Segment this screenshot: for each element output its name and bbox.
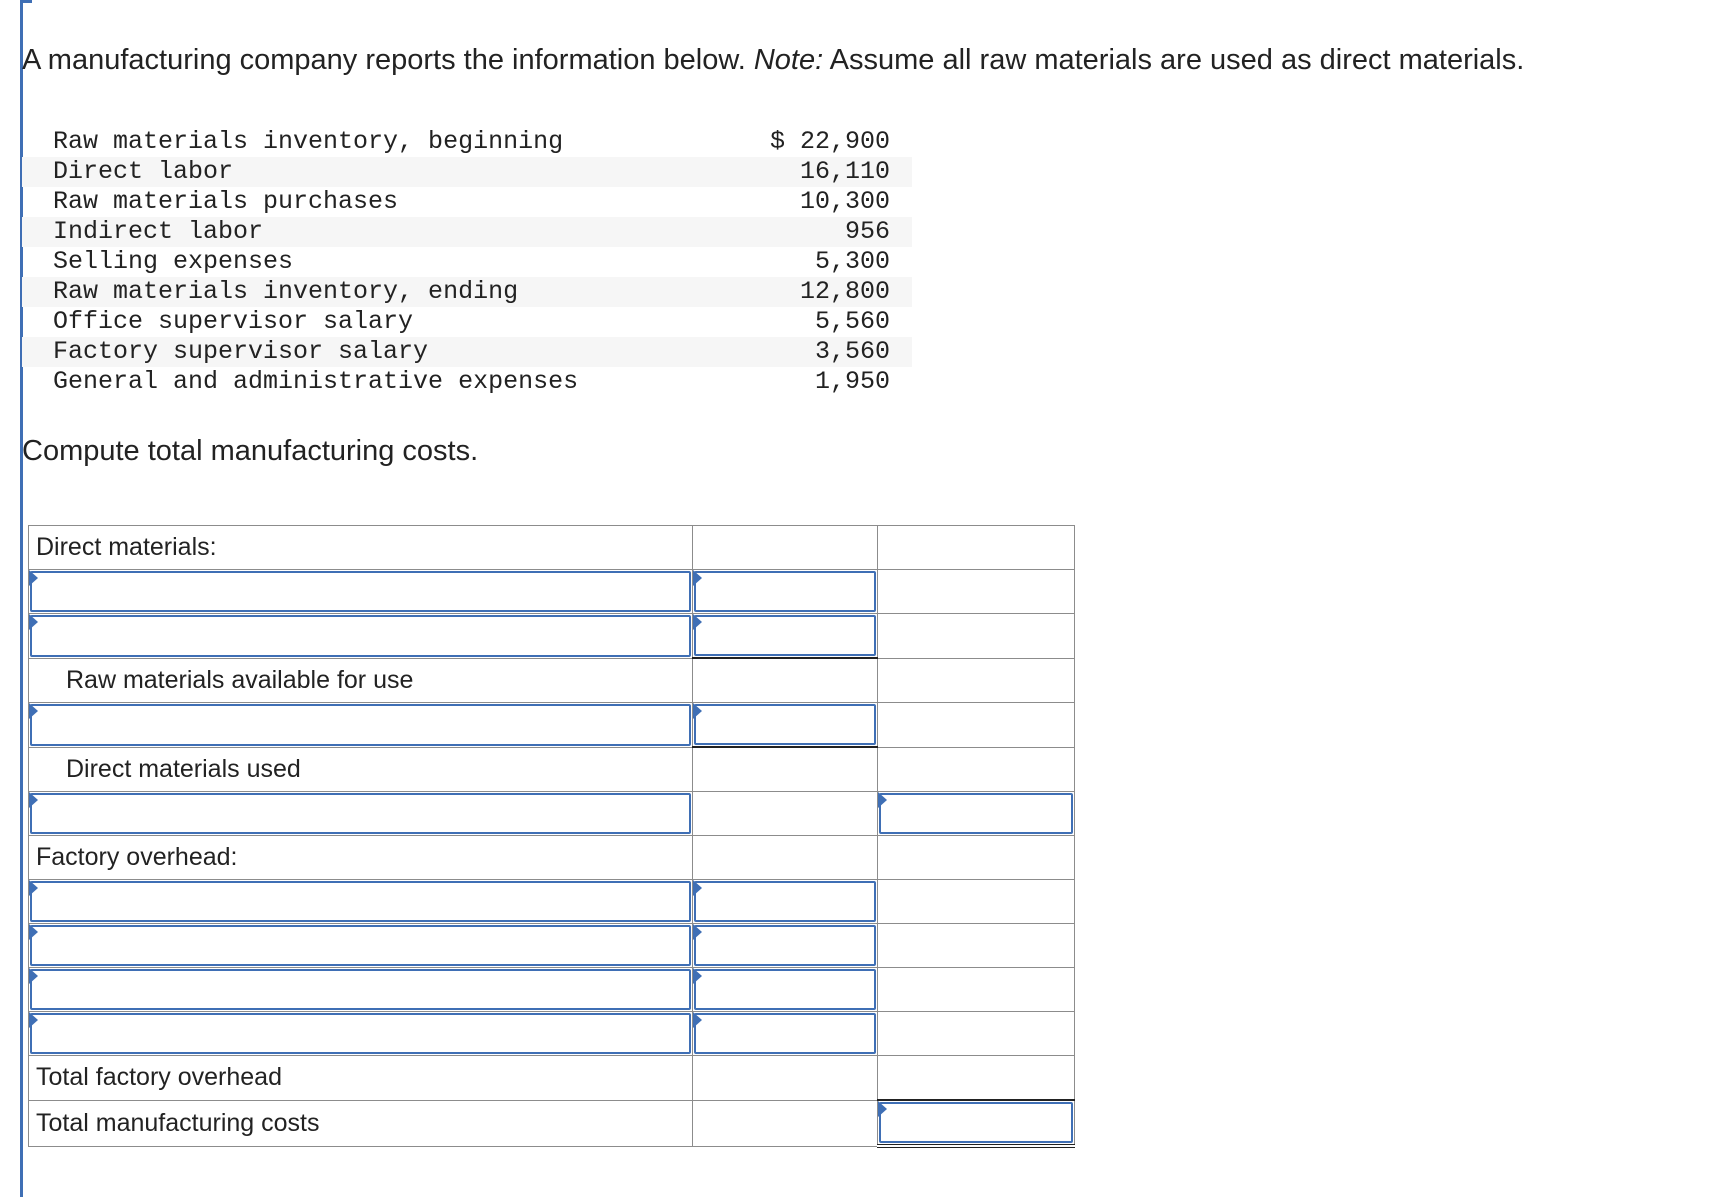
input-box[interactable] bbox=[30, 881, 691, 922]
input-box[interactable] bbox=[30, 1013, 691, 1054]
given-row bbox=[22, 337, 912, 367]
worksheet-row bbox=[29, 703, 1075, 748]
dropdown-marker-icon bbox=[693, 924, 702, 940]
direct-materials-heading-cell bbox=[29, 526, 693, 570]
worksheet-row bbox=[29, 658, 1075, 703]
empty-cell bbox=[878, 526, 1075, 570]
label-input-dm-3[interactable] bbox=[29, 703, 693, 748]
given-row bbox=[22, 157, 912, 187]
direct-materials-heading: Direct materials: bbox=[36, 533, 217, 561]
input-box[interactable] bbox=[694, 925, 876, 966]
amount-input-dm-1[interactable] bbox=[693, 570, 878, 614]
amount-input-fo-1[interactable] bbox=[693, 880, 878, 924]
total-overhead-label-cell bbox=[29, 1056, 693, 1101]
input-box[interactable] bbox=[694, 704, 876, 745]
dropdown-marker-icon bbox=[29, 570, 38, 586]
given-label: General and administrative expenses bbox=[53, 367, 579, 396]
empty-cell bbox=[693, 526, 878, 570]
amount-input-fo-4[interactable] bbox=[693, 1012, 878, 1056]
input-box[interactable] bbox=[30, 969, 691, 1010]
worksheet-row bbox=[29, 924, 1075, 968]
input-box[interactable] bbox=[694, 881, 876, 922]
input-box[interactable] bbox=[30, 615, 691, 657]
given-label: Direct labor bbox=[53, 157, 234, 186]
dropdown-marker-icon bbox=[29, 792, 38, 808]
label-input-fo-1[interactable] bbox=[29, 880, 693, 924]
amount-input-dm-2[interactable] bbox=[693, 614, 878, 659]
given-row bbox=[22, 187, 912, 217]
worksheet-row bbox=[29, 570, 1075, 614]
dropdown-marker-icon bbox=[693, 968, 702, 984]
input-box[interactable] bbox=[694, 1013, 876, 1054]
raw-available-label: Raw materials available for use bbox=[66, 665, 414, 694]
raw-available-label-cell bbox=[29, 658, 693, 703]
empty-cell bbox=[878, 968, 1075, 1012]
dropdown-marker-icon bbox=[29, 968, 38, 984]
input-box[interactable] bbox=[694, 615, 876, 656]
dropdown-marker-icon bbox=[693, 703, 702, 719]
label-input-fo-2[interactable] bbox=[29, 924, 693, 968]
total-overhead-label: Total factory overhead bbox=[36, 1063, 282, 1092]
direct-used-label: Direct materials used bbox=[66, 754, 301, 783]
given-label: Raw materials purchases bbox=[53, 187, 399, 216]
dropdown-marker-icon bbox=[693, 614, 702, 630]
empty-cell bbox=[878, 1056, 1075, 1101]
label-input-fo-3[interactable] bbox=[29, 968, 693, 1012]
given-row bbox=[22, 217, 912, 247]
given-value: 5,560 bbox=[814, 307, 890, 336]
empty-cell bbox=[878, 880, 1075, 924]
given-label: Raw materials inventory, beginning bbox=[53, 127, 564, 156]
worksheet-row bbox=[29, 614, 1075, 659]
label-input-dm-2[interactable] bbox=[29, 614, 693, 659]
empty-cell bbox=[693, 1056, 878, 1101]
input-box[interactable] bbox=[30, 793, 691, 834]
total-mfg-amount-input[interactable] bbox=[878, 1100, 1075, 1146]
given-label: Office supervisor salary bbox=[53, 307, 414, 336]
given-value: 10,300 bbox=[799, 187, 890, 216]
dropdown-marker-icon bbox=[878, 1101, 887, 1117]
worksheet-row bbox=[29, 1012, 1075, 1056]
dropdown-marker-icon bbox=[29, 1012, 38, 1028]
empty-cell bbox=[693, 792, 878, 836]
input-box[interactable] bbox=[30, 704, 691, 746]
empty-cell bbox=[878, 703, 1075, 748]
direct-used-amount-cell bbox=[693, 747, 878, 792]
dropdown-marker-icon bbox=[29, 614, 38, 630]
empty-cell bbox=[878, 614, 1075, 659]
intro-text: A manufacturing company reports the information below. bbox=[22, 44, 746, 76]
factory-overhead-heading-cell bbox=[29, 836, 693, 880]
question-prompt: Compute total manufacturing costs. bbox=[22, 435, 479, 467]
note-text: Assume all raw materials are used as direct materials. bbox=[829, 44, 1525, 76]
input-box[interactable] bbox=[30, 925, 691, 966]
label-input-fo-4[interactable] bbox=[29, 1012, 693, 1056]
empty-cell bbox=[878, 836, 1075, 880]
empty-cell bbox=[693, 1100, 878, 1146]
dropdown-marker-icon bbox=[693, 1012, 702, 1028]
given-row bbox=[22, 307, 912, 337]
label-input-direct-labor[interactable] bbox=[29, 792, 693, 836]
given-label: Indirect labor bbox=[53, 217, 264, 246]
dropdown-marker-icon bbox=[29, 924, 38, 940]
empty-cell bbox=[878, 658, 1075, 703]
factory-overhead-heading: Factory overhead: bbox=[36, 843, 238, 871]
empty-cell bbox=[693, 836, 878, 880]
given-row bbox=[22, 277, 912, 307]
amount-input-direct-labor[interactable] bbox=[878, 792, 1075, 836]
given-value: 12,800 bbox=[799, 277, 890, 306]
given-row bbox=[22, 127, 912, 157]
worksheet-row bbox=[29, 747, 1075, 792]
left-accent-cap bbox=[20, 0, 32, 3]
worksheet-row bbox=[29, 836, 1075, 880]
dropdown-marker-icon bbox=[29, 880, 38, 896]
total-mfg-label: Total manufacturing costs bbox=[36, 1108, 320, 1137]
empty-cell bbox=[878, 1012, 1075, 1056]
given-data-table bbox=[22, 127, 912, 397]
dropdown-marker-icon bbox=[878, 792, 887, 808]
worksheet-row bbox=[29, 1100, 1075, 1146]
input-box[interactable] bbox=[694, 571, 876, 612]
worksheet-row bbox=[29, 1056, 1075, 1101]
raw-available-amount-cell bbox=[693, 658, 878, 703]
empty-cell bbox=[878, 747, 1075, 792]
amount-input-dm-3[interactable] bbox=[693, 703, 878, 748]
worksheet-row bbox=[29, 968, 1075, 1012]
note-label: Note: bbox=[753, 44, 824, 76]
given-row bbox=[22, 247, 912, 277]
given-value: 5,300 bbox=[814, 247, 890, 276]
empty-cell bbox=[878, 570, 1075, 614]
input-box[interactable] bbox=[879, 1102, 1073, 1143]
dropdown-marker-icon bbox=[693, 570, 702, 586]
given-value: 956 bbox=[844, 217, 890, 246]
worksheet-row bbox=[29, 880, 1075, 924]
given-row bbox=[22, 367, 912, 397]
worksheet-row bbox=[29, 792, 1075, 836]
input-box[interactable] bbox=[694, 969, 876, 1010]
direct-used-label-cell bbox=[29, 747, 693, 792]
manufacturing-costs-worksheet bbox=[28, 525, 1075, 1148]
total-mfg-label-cell bbox=[29, 1100, 693, 1146]
input-box[interactable] bbox=[30, 571, 691, 612]
amount-input-fo-3[interactable] bbox=[693, 968, 878, 1012]
given-value: 1,950 bbox=[814, 367, 890, 396]
problem-intro bbox=[22, 42, 1524, 78]
given-value: 3,560 bbox=[814, 337, 890, 366]
given-value: $ 22,900 bbox=[769, 127, 890, 156]
worksheet-row bbox=[29, 526, 1075, 570]
given-label: Raw materials inventory, ending bbox=[53, 277, 519, 306]
given-label: Selling expenses bbox=[53, 247, 294, 276]
input-box[interactable] bbox=[879, 793, 1073, 834]
empty-cell bbox=[878, 924, 1075, 968]
dropdown-marker-icon bbox=[693, 880, 702, 896]
amount-input-fo-2[interactable] bbox=[693, 924, 878, 968]
dropdown-marker-icon bbox=[29, 703, 38, 719]
given-value: 16,110 bbox=[799, 157, 890, 186]
given-label: Factory supervisor salary bbox=[53, 337, 429, 366]
label-input-dm-1[interactable] bbox=[29, 570, 693, 614]
